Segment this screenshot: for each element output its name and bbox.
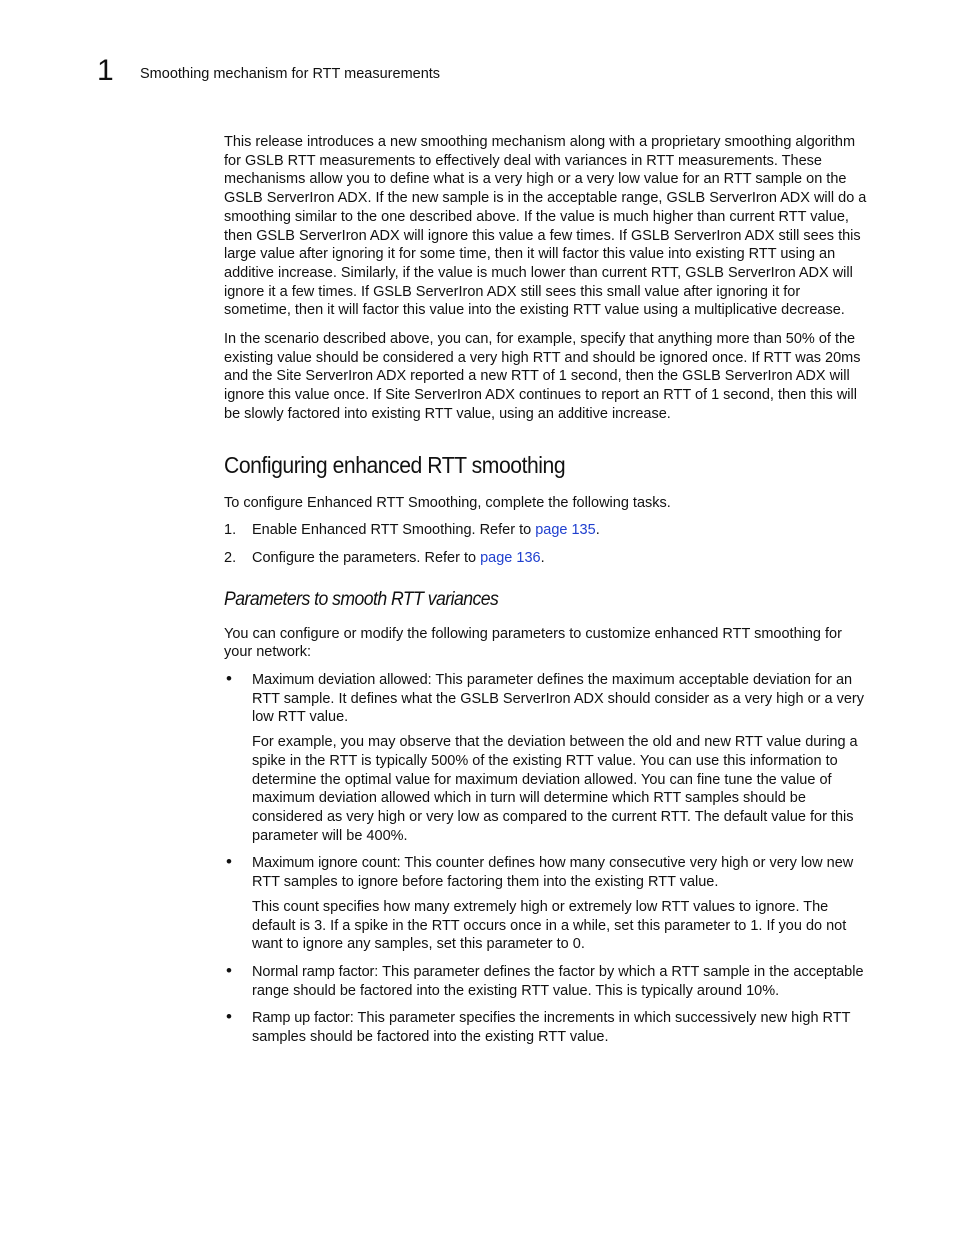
step-number: 1.: [224, 522, 237, 539]
parameter-description: : This parameter defines the factor by which a RTT sample in the acceptable range should be factored into the existing RTT value. This is typically around 10%.: [252, 963, 864, 999]
step-punct: .: [540, 549, 545, 566]
subsection-heading: Parameters to smooth RTT variances: [224, 588, 499, 610]
page-136-link[interactable]: page 136: [480, 549, 541, 566]
parameter-item: [224, 960, 870, 1000]
page-content: [224, 133, 870, 1056]
task-step-2: [224, 549, 870, 568]
parameter-term: Ramp up factor: [252, 1010, 350, 1027]
parameter-item: [224, 854, 870, 954]
parameter-description: : This parameter defines the maximum acceptable deviation for an RTT sample. It defines what the GSLB ServerIron ADX should consider as a very high or a very low RTT value.: [252, 672, 864, 726]
section-heading: Configuring enhanced RTT smoothing: [224, 451, 566, 478]
bullet-dot-icon: •: [226, 852, 232, 872]
parameter-item: [224, 671, 870, 845]
intro-paragraph-2: In the scenario described above, you can, for example, specify that anything more than 50% of the existing value should be considered a very high RTT and should be ignored once. If RTT was 20ms and the Site ServerIron ADX reported a new RTT of 1 second, then the GSLB ServerIron ADX will ignore this value once. If Site ServerIron ADX continues to report an RTT of 1 second, then this will be slowly factored into existing RTT value, using an additive increase.: [224, 331, 861, 422]
bullet-dot-icon: •: [226, 669, 232, 689]
section-intro: To configure Enhanced RTT Smoothing, complete the following tasks.: [224, 494, 671, 511]
step-punct: .: [595, 522, 600, 539]
parameter-description: : This parameter specifies the increments in which successively new high RTT samples should be factored into the existing RTT value.: [252, 1010, 851, 1046]
page-135-link[interactable]: page 135: [535, 522, 596, 539]
parameter-term: Maximum deviation allowed: [252, 672, 428, 689]
running-title: Smoothing mechanism for RTT measurements: [140, 66, 441, 82]
parameter-detail: For example, you may observe that the deviation between the old and new RTT value during a spike in the RTT is typically 500% of the existing RTT value. You can use this information to determine the optimal value for maximum deviation allowed. You can fine tune the value of maximum deviation allowed which in turn will determine which RTT samples should be considered as very high or very low as compared to the current RTT. The default value for this parameter will be 400%.: [252, 734, 858, 844]
parameter-item: [224, 1009, 870, 1046]
parameter-term: Normal ramp factor: [252, 963, 375, 980]
parameter-list: [224, 671, 870, 1047]
page-header: [0, 0, 954, 100]
parameter-detail: This count specifies how many extremely high or extremely low RTT values to ignore. The default is 3. If a spike in the RTT occurs once in a while, set this parameter to 1. If you do not want to ignore any samples, set this parameter to 0.: [252, 898, 847, 953]
bullet-dot-icon: •: [226, 1007, 232, 1027]
intro-paragraph-1: This release introduces a new smoothing mechanism along with a proprietary smoothing algorithm for GSLB RTT measurements to effectively deal with variances in RTT measurements. These mechanisms allow you to define what is a very high or a very low value for an RTT sample on the GSLB ServerIron ADX. If the new sample is in the acceptable range, GSLB ServerIron ADX will do a smoothing similar to the one described above. If the value is much higher than current RTT value, then GSLB ServerIron ADX will ignore this value a few times. If GSLB ServerIron ADX still sees this large value after ignoring it for some time, then it will factor this value into existing RTT using an additive increase. Similarly, if the value is much lower than current RTT, GSLB ServerIron ADX will ignore it a few times. If GSLB ServerIron ADX still sees this small value after ignoring it for sometime, then it will factor this value into the existing RTT value using a multiplicative decrease.: [224, 134, 867, 319]
step-number: 2.: [224, 549, 237, 566]
subsection-intro: You can configure or modify the following parameters to customize enhanced RTT smoothing for your network:: [224, 625, 842, 661]
step-text: Configure the parameters. Refer to: [252, 549, 481, 566]
step-text: Enable Enhanced RTT Smoothing. Refer to: [252, 522, 536, 539]
task-list: [224, 521, 870, 567]
bullet-dot-icon: •: [226, 960, 232, 980]
parameter-term: Maximum ignore count:: [252, 855, 401, 872]
chapter-number: 1: [97, 54, 114, 87]
parameter-description: This counter defines how many consecutive very high or very low new RTT samples to ignore before factoring them into the existing RTT value.: [252, 855, 854, 891]
task-step-1: [224, 521, 870, 540]
